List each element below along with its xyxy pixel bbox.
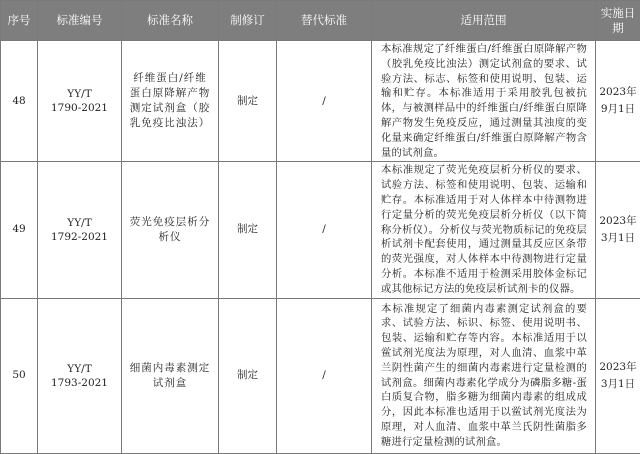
row-scope: 本标准规定了荧光免疫层析分析仪的要求、试验方法、标签和使用说明、包装、运输和贮存。本标准适用于对人体样本中待测物进行定量分析的荧光免疫层析分析仪（以下简称分析仪）。分析仪与荧光物质标记的免疫层析试剂卡配套使用，通过测量其反应区条带的荧光强度，对人体样本中待测物进行定量分析。本标准不适用于检测采用胶体金标记或其他标记方法的免疫层析试剂卡的仪器。 bbox=[372, 162, 596, 298]
header-row bbox=[1, 1, 640, 41]
row-revision: 制定 bbox=[219, 162, 277, 298]
header-revision: 制修订 bbox=[219, 1, 277, 41]
row-name: 细菌内毒素测定试剂盒 bbox=[122, 298, 219, 453]
row-replaces: / bbox=[277, 298, 372, 453]
row-code-prefix: YY/T bbox=[38, 216, 121, 230]
row-name: 荧光免疫层析分析仪 bbox=[122, 162, 219, 298]
row-seq: 50 bbox=[1, 298, 38, 453]
row-revision: 制定 bbox=[219, 298, 277, 453]
header-scope: 适用范围 bbox=[372, 1, 596, 41]
table-row bbox=[1, 162, 640, 298]
row-name: 纤维蛋白/纤维蛋白原降解产物测定试剂盒（胶乳免疫比浊法） bbox=[122, 41, 219, 162]
row-code bbox=[38, 298, 122, 453]
row-seq: 49 bbox=[1, 162, 38, 298]
row-code-number: 1792-2021 bbox=[38, 230, 121, 244]
row-replaces: / bbox=[277, 41, 372, 162]
row-date bbox=[596, 41, 640, 162]
table-row bbox=[1, 41, 640, 162]
row-code-number: 1790-2021 bbox=[38, 101, 121, 115]
row-date bbox=[596, 162, 640, 298]
row-revision: 制定 bbox=[219, 41, 277, 162]
header-name: 标准名称 bbox=[122, 1, 219, 41]
header-replaces: 替代标准 bbox=[277, 1, 372, 41]
row-date bbox=[596, 298, 640, 453]
row-code bbox=[38, 162, 122, 298]
row-code-prefix: YY/T bbox=[38, 87, 121, 101]
table-row bbox=[1, 298, 640, 453]
row-scope: 本标准规定了细菌内毒素测定试剂盒的要求、试验方法、标识、标签、使用说明书、包装、运输和贮存等内容。本标准适用于以鲎试剂光度法为原理，对人血清、血浆中革兰阴性菌产生的细菌内毒素进行定量检测的试剂盒。细菌内毒素化学成分为磷脂多糖-蛋白质复合物，脂多糖为细菌内毒素的组成成分，因此本标准也适用于以鲎试剂光度法为原理，对人血清、血浆中革兰氏阴性菌脂多糖进行定量检测的试剂盒。 bbox=[372, 298, 596, 453]
header-date: 实施日期 bbox=[596, 1, 640, 41]
row-replaces: / bbox=[277, 162, 372, 298]
row-code-number: 1793-2021 bbox=[38, 376, 121, 390]
row-scope: 本标准规定了纤维蛋白/纤维蛋白原降解产物（胶乳免疫比浊法）测定试剂盒的要求、试验方法、标志、标签和使用说明、包装、运输和贮存。本标准适用于采用胶乳包被抗体，与被测样品中的纤维蛋白/纤维蛋白原降解产物发生免疫反应，通过测量其浊度的变化量来确定纤维蛋白/纤维蛋白原降解产物含量的试剂盒。 bbox=[372, 41, 596, 162]
row-date-year: 2023年 bbox=[596, 84, 640, 101]
row-seq: 48 bbox=[1, 41, 38, 162]
row-date-day: 3月1日 bbox=[596, 230, 640, 247]
header-seq: 序号 bbox=[1, 1, 38, 41]
row-code bbox=[38, 41, 122, 162]
row-date-day: 9月1日 bbox=[596, 101, 640, 118]
row-date-year: 2023年 bbox=[596, 213, 640, 230]
row-code-prefix: YY/T bbox=[38, 362, 121, 376]
row-date-year: 2023年 bbox=[596, 359, 640, 376]
row-date-day: 3月1日 bbox=[596, 376, 640, 393]
header-code: 标准编号 bbox=[38, 1, 122, 41]
